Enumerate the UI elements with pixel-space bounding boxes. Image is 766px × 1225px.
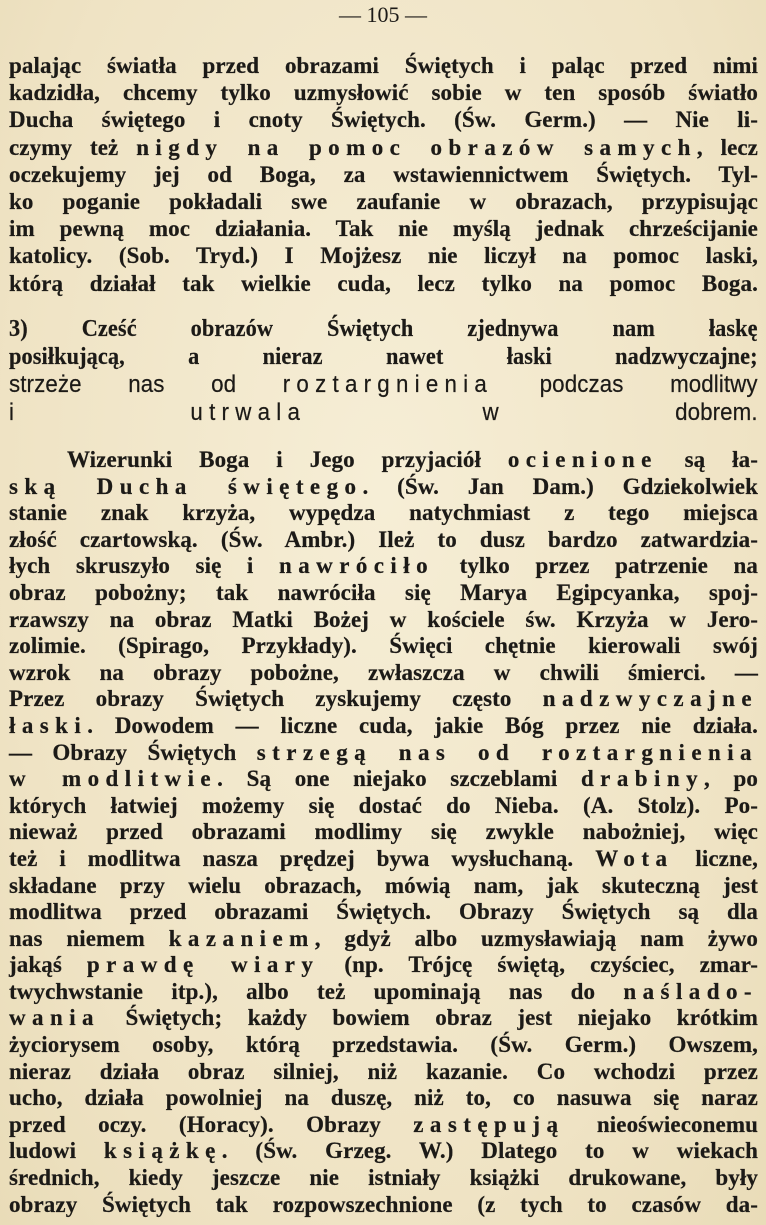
text-line (9, 926, 758, 953)
text-line (9, 1138, 758, 1165)
text-segment: , lecz (696, 134, 758, 160)
text-segment: katolicy. (Sob. Tryd.) I Mojżesz nie liczył na pomoc laski, (9, 243, 758, 269)
text-line (9, 846, 758, 873)
text-line (9, 766, 758, 793)
spaced-emphasis-text: roztargnienia (282, 371, 494, 398)
text-line (9, 1112, 758, 1139)
paragraph-2 (9, 447, 758, 1218)
spaced-emphasis-text: strzegą nas od roztargnienia (256, 739, 758, 765)
spaced-emphasis-text: nadzwyczajne (542, 686, 758, 712)
spaced-emphasis-text: utrwala (190, 398, 307, 426)
text-line (9, 242, 758, 269)
text-segment: . Są one niejako szczeblami (217, 766, 581, 792)
text-line (9, 215, 758, 242)
text-line (9, 188, 758, 215)
text-segment: modlitwa przed obrazami Świętych. Obrazy Świętych są dla (9, 899, 758, 925)
text-line (9, 793, 758, 820)
text-line (9, 1085, 758, 1112)
spaced-emphasis-text: naślado- (623, 978, 758, 1004)
text-segment: czymy też (9, 134, 137, 160)
text-segment: palając światła przed obrazami Świętych i paląc przed nimi (9, 53, 758, 78)
text-segment: obraz pobożny; tak nawróciła się Marya Egipcyanka, spoj- (9, 579, 758, 605)
text-segment: tylko przez patrzenie na (434, 553, 758, 579)
spaced-emphasis-text: drabiny (580, 766, 705, 792)
spaced-emphasis-text: w modlitwie (9, 766, 218, 792)
text-line (9, 873, 758, 900)
text-segment: strzeże nas od (9, 371, 283, 398)
text-segment: zolimie. (Spirago, Przykłady). Święci chętnie kierowali swój (9, 633, 758, 659)
text-line (9, 134, 758, 161)
text-segment: łych skruszyło się i (9, 553, 279, 579)
text-line (9, 474, 758, 501)
text-segment: liczne, (673, 845, 759, 871)
spaced-emphasis-text: nigdy na pomoc obrazów samych (136, 134, 697, 160)
text-segment: kadzidła, chcemy tylko uzmysłowić sobie w ten sposób światło (9, 80, 758, 106)
spaced-emphasis-text: książkę (103, 1138, 222, 1164)
text-segment: średnich, kiedy jeszcze nie istniały książki drukowane, były (9, 1165, 758, 1191)
text-segment: posiłkującą, a nieraz nawet łaski nadzwyczajne; (9, 343, 758, 370)
text-line (9, 899, 758, 926)
text-segment: . (Św. Jan Dam.) Gdziekolwiek (362, 473, 758, 499)
spaced-emphasis-text: Wota (595, 845, 674, 871)
text-segment: 3) Cześć obrazów Świętych zjednywa nam łaskę (9, 316, 758, 342)
text-segment: przed oczy. (Horacy). Obrazy (9, 1111, 414, 1137)
spaced-emphasis-text: ską Ducha świętego (9, 473, 363, 499)
text-segment: którą działał tak wielkie cuda, lecz tylko na pomoc Boga. (9, 270, 758, 296)
text-line (9, 1032, 758, 1059)
text-segment: ludowi (9, 1138, 104, 1164)
text-segment: w dobrem. (306, 398, 758, 426)
text-segment: życiorysem osoby, którą przedstawia. (Św. Germ.) Owszem, (9, 1032, 758, 1058)
page-number: — 105 — (339, 2, 427, 27)
text-segment: nieoświeconemu (564, 1111, 758, 1137)
text-line (9, 1165, 758, 1192)
text-line (9, 1192, 758, 1219)
text-line (9, 740, 758, 767)
text-segment: nas niemem (9, 925, 169, 951)
text-segment: . (Św. Grzeg. W.) Dlatego to w wiekach (221, 1138, 758, 1164)
text-segment: oczekujemy jej od Boga, za wstawiennictwem Świętych. Tyl- (9, 161, 758, 187)
section-heading-3 (9, 316, 758, 426)
text-segment: są ła- (657, 447, 759, 472)
text-line (9, 580, 758, 607)
text-line (9, 316, 758, 344)
text-line (9, 1005, 758, 1032)
text-line (9, 106, 758, 133)
text-segment: — Obrazy Świętych (9, 739, 257, 765)
text-segment: i (9, 398, 191, 426)
text-line (9, 447, 758, 474)
text-line (9, 79, 758, 106)
text-line (9, 660, 758, 687)
text-segment: rzawszy na obraz Matki Bożej w kościele św. Krzyża w Jero- (9, 606, 758, 632)
text-segment: których łatwiej możemy się dostać do Nieba. (A. Stolz). Po- (9, 792, 758, 818)
text-line (9, 52, 758, 79)
text-segment: nieważ przed obrazami modlimy się zwykle nabożniej, więc (9, 819, 758, 845)
text-segment: . Dowodem — liczne cuda, jakie Bóg przez nie działa. (87, 712, 758, 738)
text-line (9, 527, 758, 554)
spaced-emphasis-text: kazaniem (168, 925, 315, 951)
text-line (9, 553, 758, 580)
text-segment: złość czartowską. (Św. Ambr.) Ileż to dusz bardzo zatwardzia- (9, 526, 758, 552)
text-segment: ucho, działa powolniej na duszę, niż to, co nasuwa się naraz (9, 1085, 758, 1111)
text-segment: nieraz działa obraz silniej, niż kazanie. Co wchodzi przez (9, 1058, 758, 1084)
text-segment: ko poganie pokładali swe zaufanie w obrazach, przypisując (9, 188, 758, 214)
text-line (9, 607, 758, 634)
text-segment: Wizerunki Boga i Jego przyjaciół (67, 447, 508, 472)
spaced-emphasis-text: prawdę wiary (86, 952, 320, 978)
text-segment: (np. Trójcę świętą, czyściec, zmar- (319, 952, 758, 978)
text-line (9, 713, 758, 740)
spaced-emphasis-text: wania (9, 1005, 100, 1031)
text-line (9, 500, 758, 527)
text-segment: , po (704, 766, 758, 792)
paragraph-1 (9, 52, 758, 297)
text-segment: Przez obrazy Świętych zyskujemy często (9, 686, 543, 712)
text-segment: jakąś (9, 952, 87, 978)
spaced-emphasis-text: zastępują (413, 1111, 565, 1137)
text-segment: , gdyż albo uzmysławiają nam żywo (314, 925, 758, 951)
spaced-emphasis-text: ocienione (507, 447, 658, 472)
text-line (9, 161, 758, 188)
text-line (9, 270, 758, 297)
text-segment: wzrok na obrazy pobożne, zwłaszcza w chwili śmierci. — (9, 659, 758, 685)
text-line (9, 344, 758, 372)
text-line (9, 371, 758, 399)
text-segment: składane przy wielu obrazach, mówią nam, jak skuteczną jest (9, 872, 758, 898)
text-line (9, 979, 758, 1006)
text-segment: twychwstanie itp.), albo też upominają nas do (9, 978, 624, 1004)
text-line (9, 399, 758, 427)
text-line (9, 1059, 758, 1086)
text-line (9, 819, 758, 846)
text-segment: stanie znak krzyża, wypędza natychmiast z tego miejsca (9, 500, 758, 526)
spaced-emphasis-text: łaski (9, 712, 88, 738)
text-segment: też i modlitwa nasza prędzej bywa wysłuchaną. (9, 845, 596, 871)
spaced-emphasis-text: nawróciło (278, 553, 435, 579)
text-line (9, 633, 758, 660)
text-segment: im pewną moc działania. Tak nie myślą jednak chrześcijanie (9, 216, 758, 242)
text-segment: Ducha świętego i cnoty Świętych. (Św. Germ.) — Nie li- (9, 107, 758, 133)
text-segment: obrazy Świętych tak rozpowszechnione (z tych to czasów da- (9, 1191, 758, 1217)
text-line (9, 686, 758, 713)
text-segment: podczas modlitwy (493, 371, 758, 398)
text-line (9, 952, 758, 979)
text-segment: Świętych; każdy bowiem obraz jest niejako krótkim (100, 1005, 758, 1031)
